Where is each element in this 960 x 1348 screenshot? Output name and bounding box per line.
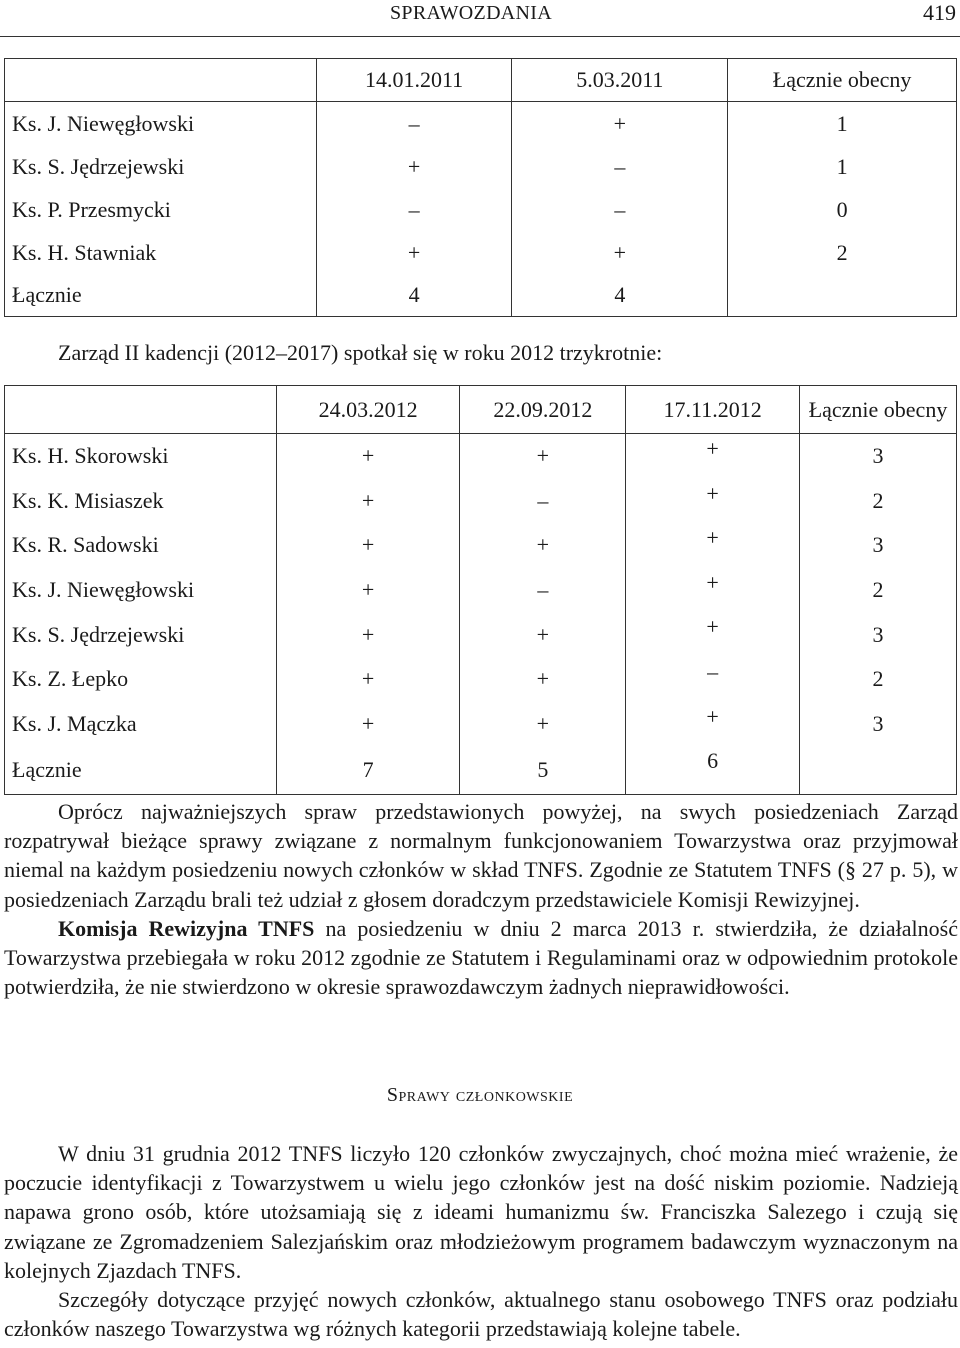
member-name-cell: Ks. S. Jędrzejewski (5, 145, 317, 188)
attendance-cell: + (512, 231, 728, 274)
total-count-cell: 4 (316, 274, 512, 317)
intro-line: Zarząd II kadencji (2012–2017) spotkał się w roku 2012 trzykrotnie: (58, 340, 663, 365)
member-name-cell: Ks. S. Jędrzejewski (5, 612, 277, 657)
table-header-cell: 14.01.2011 (316, 59, 512, 102)
attendance-cell: + (512, 102, 728, 146)
table-header-cell: Łącznie obecny (800, 386, 957, 434)
table-row (5, 434, 957, 479)
attendance-cell: + (460, 657, 626, 702)
attendance-cell: – (512, 145, 728, 188)
attendance-cell: + (626, 479, 800, 524)
attendance-cell: + (460, 702, 626, 747)
table-row (5, 657, 957, 702)
member-name-cell: Ks. P. Przesmycki (5, 188, 317, 231)
page-number: 419 (923, 0, 956, 25)
attendance-cell: + (316, 145, 512, 188)
total-count-cell: 5 (460, 746, 626, 795)
total-cell: 3 (800, 702, 957, 747)
total-cell: 0 (728, 188, 957, 231)
table-total-row (5, 274, 957, 317)
member-name-cell: Ks. H. Stawniak (5, 231, 317, 274)
section-heading: Sprawy członkowskie (386, 1084, 574, 1106)
total-count-cell: 6 (626, 746, 800, 795)
table-row (5, 568, 957, 613)
total-label-cell: Łącznie (5, 274, 317, 317)
total-count-cell (728, 274, 957, 317)
table-row (5, 102, 957, 146)
audit-committee-name: Komisja Rewizyjna TNFS (58, 915, 315, 941)
member-name-cell: Ks. R. Sadowski (5, 523, 277, 568)
total-cell: 3 (800, 612, 957, 657)
total-cell: 1 (728, 145, 957, 188)
attendance-table-2012 (4, 385, 957, 795)
member-name-cell: Ks. J. Mączka (5, 702, 277, 747)
table-header-cell (5, 386, 277, 434)
table-row (5, 612, 957, 657)
attendance-cell: + (626, 434, 800, 479)
attendance-cell: – (460, 568, 626, 613)
total-label-cell: Łącznie (5, 746, 277, 795)
table-row (5, 479, 957, 524)
member-name-cell: Ks. H. Skorowski (5, 434, 277, 479)
attendance-cell: + (460, 612, 626, 657)
table-header-cell: 5.03.2011 (512, 59, 728, 102)
table-header-cell: 17.11.2012 (626, 386, 800, 434)
paragraph-membership-details: Szczegóły dotyczące przyjęć nowych członków, aktualnego stanu osobowego TNFS oraz podziału członków naszego Towarzystwa wg różnych kategorii przedstawiają kolejne tabele. (4, 1287, 958, 1342)
attendance-cell: + (626, 612, 800, 657)
total-cell: 2 (800, 657, 957, 702)
attendance-table-2011 (4, 58, 957, 317)
member-name-cell: Ks. J. Niewęgłowski (5, 102, 317, 146)
total-count-cell: 7 (276, 746, 460, 795)
attendance-cell: + (276, 568, 460, 613)
attendance-cell: + (626, 568, 800, 613)
member-name-cell: Ks. Z. Łepko (5, 657, 277, 702)
table-header-cell: 24.03.2012 (276, 386, 460, 434)
total-cell: 3 (800, 434, 957, 479)
attendance-cell: + (626, 702, 800, 747)
paragraph-audit-committee (4, 914, 958, 1002)
attendance-cell: + (276, 523, 460, 568)
attendance-cell: + (460, 523, 626, 568)
total-cell: 2 (800, 479, 957, 524)
paragraph-membership-count: W dniu 31 grudnia 2012 TNFS liczyło 120 członków zwyczajnych, choć można mieć wrażenie, że poczucie identyfikacji z Towarzystwem u wielu jego członków jest na dość niskim poziomie. Nadzieją napawa grono osób, które utożsamiają się z ideami humanizmu św. Franciszka Salezego i czują się związane ze Zgromadzeniem Salezjańskim oraz młodzieżowym programem badawczym wyznaczonym na kolejnych Zjazdach TNFS. (4, 1141, 958, 1283)
table-row (5, 188, 957, 231)
attendance-cell: + (316, 231, 512, 274)
table-header-row (5, 386, 957, 434)
table-header-row (5, 59, 957, 102)
member-name-cell: Ks. K. Misiaszek (5, 479, 277, 524)
total-cell: 3 (800, 523, 957, 568)
table-header-cell: 22.09.2012 (460, 386, 626, 434)
running-title: SPRAWOZDANIA (390, 2, 552, 24)
total-count-cell: 4 (512, 274, 728, 317)
table-row (5, 702, 957, 747)
attendance-cell: + (276, 612, 460, 657)
member-name-cell: Ks. J. Niewęgłowski (5, 568, 277, 613)
attendance-cell: – (512, 188, 728, 231)
membership-text (4, 1139, 958, 1343)
attendance-cell: – (316, 102, 512, 146)
paragraph-board-activities: Oprócz najważniejszych spraw przedstawionych powyżej, na swych posiedzeniach Zarząd rozpatrywał bieżące sprawy związane z normalnym funkcjonowaniem Towarzystwa oraz przyjmował niemal na każdym posiedzeniu nowych członków w skład TNFS. Zgodnie ze Statutem TNFS (§ 27 p. 5), w posiedzeniach Zarządu brali też udział z głosem doradczym przedstawiciele Komisji Rewizyjnej. (4, 799, 958, 912)
report-text (4, 797, 958, 1001)
attendance-cell: + (626, 523, 800, 568)
attendance-cell: – (460, 479, 626, 524)
table-row (5, 145, 957, 188)
attendance-cell: + (276, 702, 460, 747)
table-header-cell (5, 59, 317, 102)
page-header (0, 0, 960, 37)
table-header-cell: Łącznie obecny (728, 59, 957, 102)
total-cell: 2 (728, 231, 957, 274)
attendance-cell: – (626, 657, 800, 702)
attendance-cell: + (460, 434, 626, 479)
audit-committee-text: na posiedzeniu w dniu 2 marca 2013 r. stwierdziła, że działalność Towarzystwa przebiegała w roku 2012 zgodnie ze Statutem i Regulaminami oraz w odpowiednim protokole potwierdziła, że nie stwierdzono w okresie sprawozdawczym żadnych nieprawidłowości. (4, 915, 958, 1000)
table-total-row (5, 746, 957, 795)
attendance-cell: – (316, 188, 512, 231)
table-row (5, 231, 957, 274)
attendance-cell: + (276, 434, 460, 479)
attendance-cell: + (276, 479, 460, 524)
total-cell: 2 (800, 568, 957, 613)
total-cell: 1 (728, 102, 957, 146)
attendance-cell: + (276, 657, 460, 702)
table-row (5, 523, 957, 568)
total-count-cell (800, 746, 957, 795)
